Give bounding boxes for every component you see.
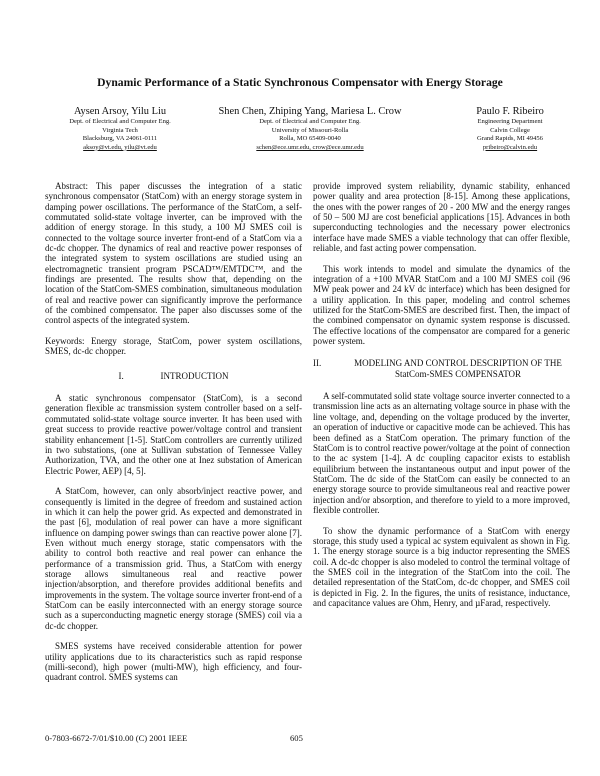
author-addr: Blacksburg, VA 24061-0111 — [82, 135, 158, 143]
author-addr: Grand Rapids, MI 49456 — [477, 135, 543, 143]
right-column — [313, 181, 570, 619]
section-title: INTRODUCTION — [160, 370, 229, 381]
paragraph: SMES systems have received considerable attention for power utility applications due to its characteristics such as rapid response (milli-second), high power (multi-MW), high efficiency, and four-quadrant control. SMES systems can — [45, 641, 302, 683]
author-names: Paulo F. Ribeiro — [476, 106, 544, 117]
section-heading-1 — [45, 371, 302, 381]
paragraph: A static synchronous compensator (StatCom), is a second generation flexible ac transmission system controller based on a self-commutated solid-state voltage source inverter. It has been used with great success to provide reactive power/voltage control and transient stability enhancement [1-5]. StatCom controllers are currently utilized in two substations, (one at Sullivan substation of Tennessee Valley Authorization, TVA, and the other one at Inez substation of American Electric Power, AEP) [4, 5]. — [45, 393, 302, 476]
author-dept: Dept. of Electrical and Computer Eng. — [259, 118, 361, 125]
paragraph: A StatCom, however, can only absorb/inject reactive power, and consequently is limited in the degree of freedom and sustained action in which it can help the power grid. As expected and demonstrated in the past [6], modulation of real power can have a more significant influence on damping power swings than can reactive power alone [7]. Even without much energy storage, static compensators with the ability to control both reactive and real power can enhance the performance of a transmission grid. Thus, a StatCom with energy storage allows simultaneous real and reactive power injection/absorption, and therefore provides additional benefits and improvements in the system. The voltage source inverter front-end of a StatCom can be easily interconnected with an energy storage source such as a superconducting magnetic energy storage (SMES) coil via a dc-dc chopper. — [45, 486, 302, 631]
section-number: II. — [313, 358, 322, 369]
author-names: Shen Chen, Zhiping Yang, Mariesa L. Crow — [218, 106, 402, 117]
section-title: MODELING AND CONTROL DESCRIPTION OF THE StatCom-SMES COMPENSATOR — [354, 358, 562, 379]
abstract: Abstract: This paper discusses the integration of a static synchronous compensator (StatCom) with an energy storage system in damping power oscillations. The performance of the StatCom, a self-commutated solid-state voltage inverter, can be improved with the addition of energy storage. In this study, a 100 MJ SMES coil is connected to the voltage source inverter front-end of a StatCom via a dc-dc chopper. The dynamics of real and reactive power responses of the integrated system to system oscillations are studied using an electromagnetic transient program PSCAD™/EMTDC™, and the findings are presented. The results show that, depending on the location of the StatCom-SMES combination, simultaneous modulation of real and reactive power can significantly improve the performance of the combined compensator. The paper also discusses some of the control aspects of the integrated system. — [45, 181, 302, 326]
author-block-1 — [40, 106, 200, 152]
author-addr: Rolla, MO 65409-0040 — [279, 135, 341, 143]
copyright-notice: 0-7803-6672-7/01/$10.00 (C) 2001 IEEE — [45, 733, 188, 743]
author-block-2 — [200, 106, 420, 152]
paragraph: This work intends to model and simulate the dynamics of the integration of a +100 MVAR StatCom and a 100 MJ SMES coil (96 MW peak power and 24 kV dc interface) which has been designed for a utility application. In this paper, modeling and control schemes utilized for the StatCom-SMES are described first. Then, the impact of the combined compensator on dynamic system response is discussed. The effective locations of the compensator are compared for a generic power system. — [313, 263, 570, 347]
author-block-3 — [440, 106, 580, 152]
paragraph: provide improved system reliability, dynamic stability, enhanced power quality and area protection [8-15]. Among these applications, the ones with the power ranges of 20 - 200 MW and the energy ranges of 50 – 500 MJ are cost beneficial applications [15]. Advances in both superconducting technologies and the necessary power electronics interface have made SMES a viable technology that can offer flexible, reliable, and fast acting power compensation. — [313, 181, 570, 254]
section-heading-2 — [313, 358, 570, 379]
author-org: University of Missouri-Rolla — [271, 126, 349, 134]
paragraph: To show the dynamic performance of a StatCom with energy storage, this study used a typical ac system equivalent as shown in Fig. 1. The energy storage source is a big inductor representing the SMES coil. A dc-dc chopper is also modeled to control the terminal voltage of the SMES coil in the integration of the StatCom into the coil. The detailed representation of the StatCom, dc-dc chopper, and SMES coil is depicted in Fig. 2. In the figures, the units of resistance, inductance, and capacitance values are Ohm, Henry, and µFarad, respectively. — [313, 525, 570, 608]
author-email[interactable]: schen@ece.umr.edu, crow@ece.umr.edu — [256, 143, 364, 151]
author-org: Calvin College — [490, 126, 530, 134]
author-dept: Engineering Department — [477, 118, 543, 125]
author-org: Virginia Tech — [102, 126, 138, 134]
page-number: 605 — [290, 733, 303, 743]
author-email[interactable]: pribeiro@calvin.edu — [482, 143, 538, 151]
paper-title: Dynamic Performance of a Static Synchronous Compensator with Energy Storage — [97, 76, 503, 89]
left-column — [45, 181, 302, 693]
author-dept: Dept. of Electrical and Computer Eng. — [69, 118, 171, 125]
author-email[interactable]: aksoy@vt.edu, yilu@vt.edu — [83, 143, 157, 151]
keywords: Keywords: Energy storage, StatCom, power system oscillations, SMES, dc-dc chopper. — [45, 336, 302, 357]
author-names: Aysen Arsoy, Yilu Liu — [73, 106, 167, 117]
paragraph: A self-commutated solid state voltage source inverter connected to a transmission line acts as an alternating voltage source in phase with the line voltage, and, depending on the voltage produced by the inverter, an operation of inductive or capacitive mode can be achieved. This has been defined as a StatCom operation. The primary function of the StatCom is to control reactive power/voltage at the point of connection to the ac system [1-4]. A dc coupling capacitor exists to establish equilibrium between the instantaneous output and input power of the StatCom. The dc side of the StatCom can easily be connected to an energy storage source to provide simultaneous real and reactive power injection and/or absorption, and therefore to yield to a more improved, flexible controller. — [313, 391, 570, 515]
section-number: I. — [118, 370, 124, 381]
